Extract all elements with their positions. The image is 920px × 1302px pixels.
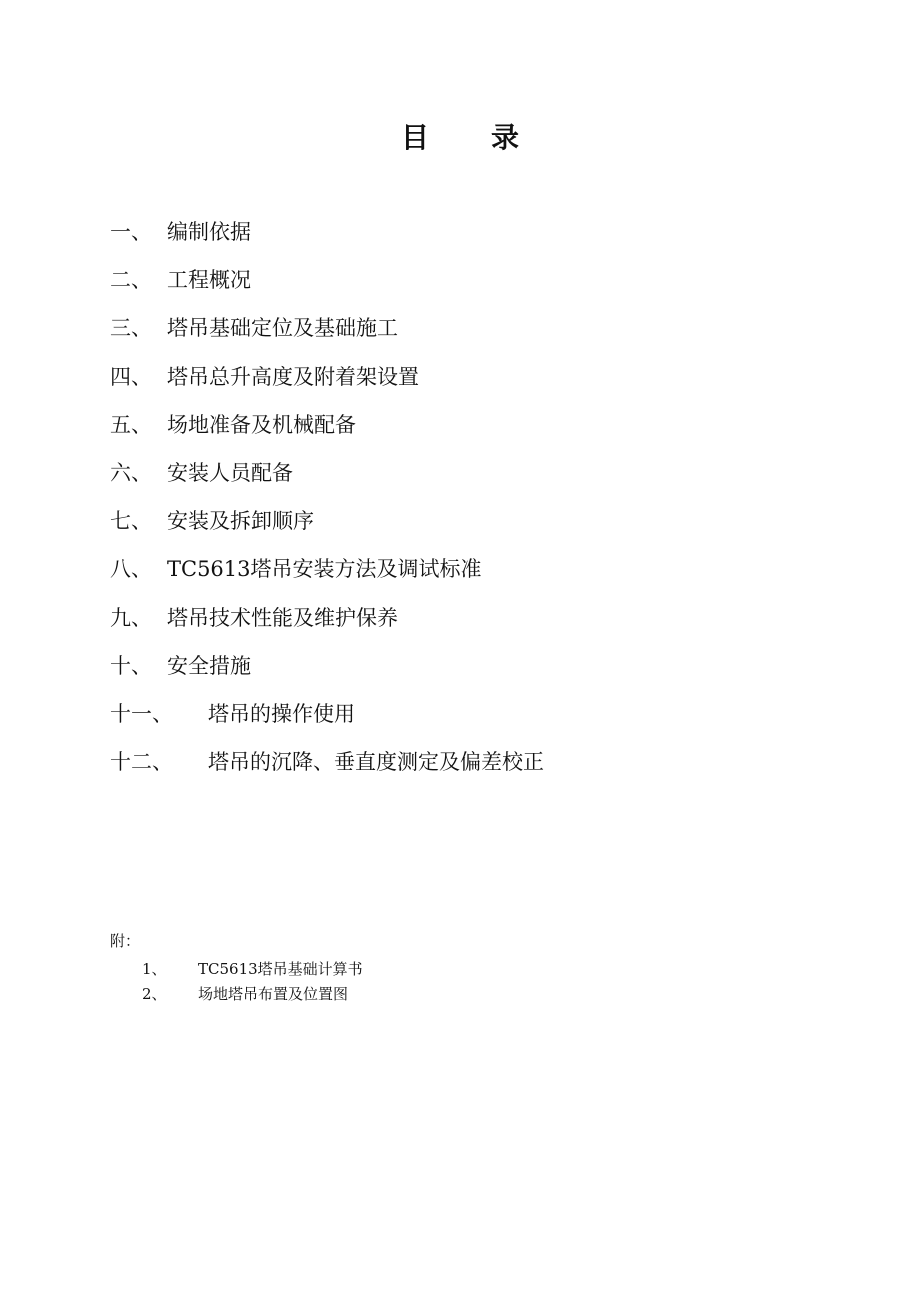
toc-item-label: 安装人员配备: [167, 461, 293, 485]
toc-item-number: 十二、: [110, 750, 173, 774]
toc-item-label: 塔吊总升高度及附着架设置: [167, 365, 419, 389]
toc-item-number: 六、: [110, 461, 152, 485]
toc-item-number: 七、: [110, 509, 152, 533]
toc-item-label: 安装及拆卸顺序: [167, 509, 314, 533]
title-char-1: 目: [400, 121, 429, 154]
toc-item-label: 塔吊的沉降、垂直度测定及偏差校正: [208, 750, 544, 774]
appendix-item-number: 2、: [142, 985, 167, 1003]
toc-item-label: 塔吊的操作使用: [208, 702, 355, 726]
toc-item-label: 塔吊技术性能及维护保养: [167, 606, 398, 630]
toc-item-number: 十、: [110, 654, 152, 678]
title-char-2: 录: [491, 121, 520, 154]
toc-item-number: 九、: [110, 606, 152, 630]
toc-item-label: 编制依据: [167, 220, 251, 244]
toc-item-label: 塔吊基础定位及基础施工: [167, 316, 398, 340]
toc-item-number: 十一、: [110, 702, 173, 726]
appendix-item-label: TC5613塔吊基础计算书: [198, 960, 363, 978]
toc-item-label: 场地准备及机械配备: [167, 413, 356, 437]
toc-item-number: 五、: [110, 413, 152, 437]
toc-item-number: 一、: [110, 220, 152, 244]
appendix-item-label: 场地塔吊布置及位置图: [198, 985, 349, 1003]
appendix-heading: 附：: [110, 932, 141, 950]
toc-item-number: 二、: [110, 268, 152, 292]
toc-item-number: 三、: [110, 316, 152, 340]
page-title: [0, 116, 920, 156]
toc-item-label: TC5613塔吊安装方法及调试标准: [167, 557, 482, 581]
toc-item-label: 安全措施: [167, 654, 251, 678]
toc-item-label: 工程概况: [167, 268, 251, 292]
toc-item-number: 八、: [110, 557, 152, 581]
appendix-item-number: 1、: [142, 960, 167, 978]
toc-item-number: 四、: [110, 365, 152, 389]
